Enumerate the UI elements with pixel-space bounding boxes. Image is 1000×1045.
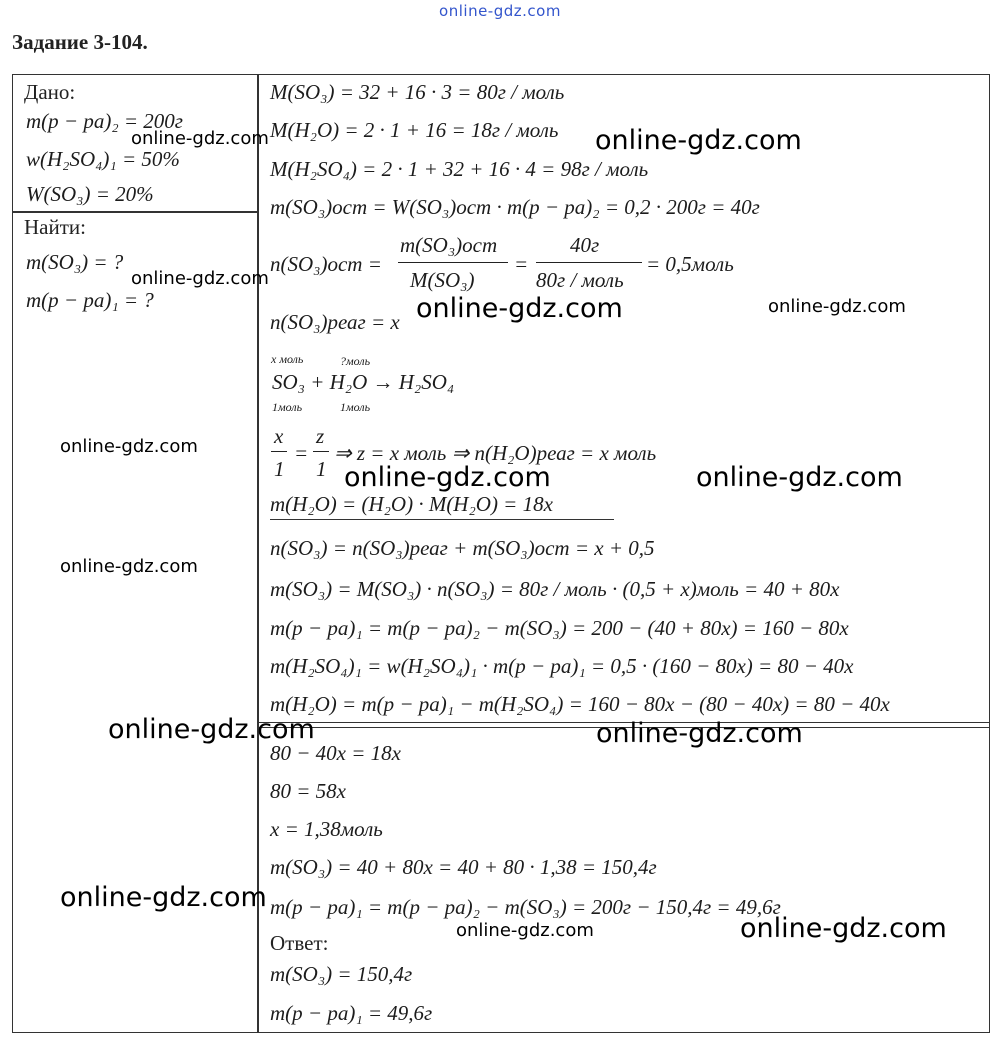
solution-line: m(H₂O) = (H₂O) · M(H₂O) = 18x: [270, 492, 553, 516]
answer-line: m(p − pa)₁ = 49,6г: [270, 1001, 433, 1025]
watermark: online-gdz.com: [595, 125, 802, 156]
fraction-bar: [536, 262, 642, 263]
solution-line: = 0,5моль: [646, 252, 734, 276]
solution-line: n(SO₃)реаг = x: [270, 310, 400, 334]
watermark: online-gdz.com: [60, 882, 267, 913]
site-url-header: online-gdz.com: [439, 2, 561, 20]
watermark: online-gdz.com: [60, 556, 198, 577]
reaction-equation: SO₃ + H₂O → H₂SO₄: [272, 370, 455, 394]
fraction-bar: [398, 262, 508, 263]
fraction-bar: [271, 451, 287, 452]
solution-line: m(SO₃) = 40 + 80x = 40 + 80 · 1,38 = 150,4г: [270, 855, 657, 879]
given-line: W(SO₃) = 20%: [26, 182, 154, 206]
solution-line: M(H₂O) = 2 · 1 + 16 = 18г / моль: [270, 118, 559, 142]
fraction-numerator: x: [274, 424, 284, 448]
solution-line: m(H₂O) = m(p − pa)₁ − m(H₂SO₄) = 160 − 80x − (80 − 40x) = 80 − 40x: [270, 692, 890, 716]
solution-line: m(p − pa)₁ = m(p − pa)₂ − m(SO₃) = 200 − (40 + 80x) = 160 − 80x: [270, 616, 849, 640]
solution-line: n(SO₃) = n(SO₃)реаг + m(SO₃)ост = x + 0,5: [270, 536, 655, 560]
fraction-numerator: m(SO₃)ост: [400, 233, 498, 257]
fraction-denominator: M(SO₃): [410, 268, 475, 292]
fraction-denominator: 1: [316, 457, 327, 481]
fraction-denominator: 1: [274, 457, 285, 481]
watermark: online-gdz.com: [416, 293, 623, 324]
equals-sign: =: [294, 441, 309, 465]
watermark: online-gdz.com: [344, 462, 551, 493]
given-line: w(H₂SO₄)₁ = 50%: [26, 147, 180, 171]
solution-line: 80 = 58x: [270, 779, 346, 803]
reaction-annotation: x моль: [271, 352, 304, 366]
task-title: Задание 3-104.: [12, 30, 148, 54]
find-line: m(p − pa)₁ = ?: [26, 288, 154, 312]
fraction-numerator: z: [316, 424, 325, 448]
solution-line: m(p − pa)₁ = m(p − pa)₂ − m(SO₃) = 200г − 150,4г = 49,6г: [270, 895, 781, 919]
reaction-annotation: 1моль: [272, 400, 303, 414]
watermark: online-gdz.com: [131, 128, 269, 149]
watermark: online-gdz.com: [596, 718, 803, 749]
reaction-annotation: ?моль: [340, 354, 371, 368]
watermark: online-gdz.com: [740, 913, 947, 944]
solution-line: ⇒ z = x моль ⇒ n(H₂O)реаг = x моль: [334, 441, 657, 465]
watermark: online-gdz.com: [60, 436, 198, 457]
find-line: m(SO₃) = ?: [26, 250, 124, 274]
answer-heading: Ответ:: [270, 931, 329, 955]
fraction-denominator: 80г / моль: [536, 268, 624, 292]
solution-line: 80 − 40x = 18x: [270, 741, 401, 765]
result-underline: [270, 519, 614, 520]
fraction-bar: [313, 451, 329, 452]
reaction-annotation: 1моль: [340, 400, 371, 414]
watermark: online-gdz.com: [768, 296, 906, 317]
given-heading: Дано:: [24, 80, 76, 104]
watermark: online-gdz.com: [456, 920, 594, 941]
watermark: online-gdz.com: [131, 268, 269, 289]
solution-line: M(H₂SO₄) = 2 · 1 + 32 + 16 · 4 = 98г / моль: [270, 157, 649, 181]
fraction-numerator: 40г: [570, 233, 600, 257]
solution-line: m(SO₃)ост = W(SO₃)ост · m(p − pa)₂ = 0,2 · 200г = 40г: [270, 195, 760, 219]
solution-line: m(SO₃) = M(SO₃) · n(SO₃) = 80г / моль · (0,5 + x)моль = 40 + 80x: [270, 577, 840, 601]
watermark: online-gdz.com: [696, 462, 903, 493]
solution-line: x = 1,38моль: [270, 817, 383, 841]
given-line: m(p − pa)₂ = 200г: [26, 109, 183, 133]
watermark: online-gdz.com: [108, 714, 315, 745]
solution-line: n(SO₃)ост =: [270, 252, 382, 276]
equals-sign: =: [514, 252, 529, 276]
solution-line: M(SO₃) = 32 + 16 · 3 = 80г / моль: [270, 80, 565, 104]
solution-line: m(H₂SO₄)₁ = w(H₂SO₄)₁ · m(p − pa)₁ = 0,5 · (160 − 80x) = 80 − 40x: [270, 654, 854, 678]
find-heading: Найти:: [24, 215, 86, 239]
given-find-divider: [12, 211, 258, 213]
answer-line: m(SO₃) = 150,4г: [270, 962, 413, 986]
